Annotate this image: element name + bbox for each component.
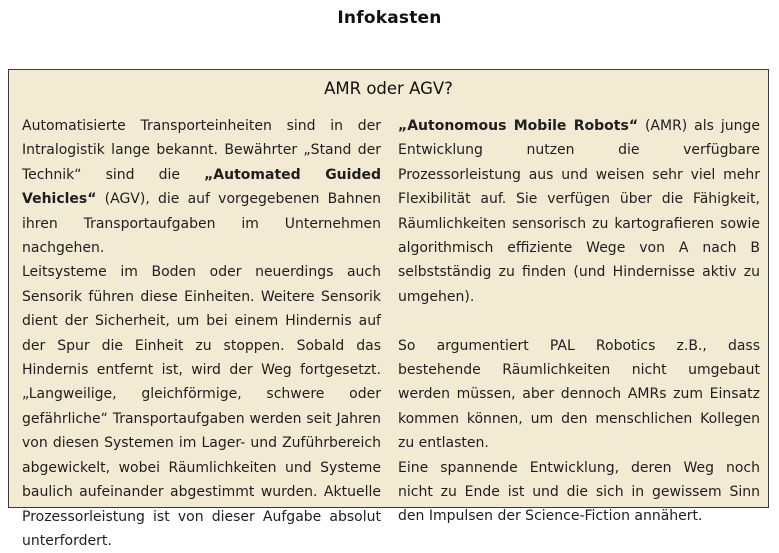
- infobox-right-column: [398, 114, 760, 529]
- left-paragraph-2: Leitsysteme im Boden oder neuerdings auch Sensorik führen diese Einheiten. Weitere Sensorik dient der Sicherheit, um bei einem Hindernis auf der Spur die Einheit zu stoppen. Sobald das Hindernis entfernt ist, wird der Weg fortgesetzt. „Langweilige, gleichförmige, schwere oder gefährliche“ Transportaufgaben werden seit Jahren von diesen Systemen im Lager- und Zuführbereich abgewickelt, wobei Räumlichkeiten und Systeme baulich aufeinander abgestimmt wurden. Aktuelle Prozessorleistung ist von dieser Aufgabe absolut unterfordert.: [22, 264, 381, 549]
- infobox: [8, 69, 769, 549]
- page-heading: Infokasten: [337, 8, 442, 28]
- agv-term: „Automated Guided Vehicles“: [22, 166, 381, 208]
- left-p1-text-end: (AGV), die auf vorgegebenen Bahnen ihren Transportaufgaben im Unternehmen nachgehen.: [22, 191, 381, 257]
- paragraph-spacer: [398, 309, 760, 333]
- right-paragraph-2: So argumentiert PAL Robotics z.B., dass bestehende Räumlichkeiten nicht umgebaut werden müssen, aber dennoch AMRs zum Einsatz kommen können, um den menschlichen Kollegen zu entlasten.: [398, 337, 760, 452]
- right-paragraph-3: Eine spannende Entwicklung, deren Weg noch nicht zu Ende ist und die sich in gewissem Sinn den Impulsen der Science-Fiction annähert.: [398, 459, 760, 525]
- amr-term: „Autonomous Mobile Robots“: [398, 118, 639, 134]
- infobox-title: AMR oder AGV?: [324, 79, 453, 98]
- left-p1-text-start: Automatisierte Transporteinheiten sind in der Intralogistik lange bekannt. Bewährter „Stand der Technik“ sind die: [22, 118, 381, 183]
- right-paragraph-1: [398, 114, 760, 309]
- infobox-left-column: [22, 114, 381, 553]
- left-paragraph-1: [22, 114, 381, 260]
- right-p1-text: (AMR) als junge Entwicklung nutzen die verfügbare Prozessorleistung aus und weisen sehr viel mehr Flexibilität auf. Sie verfügen über die Fähigkeit, Räumlichkeiten sensorisch zu kartografieren sowie algorithmisch effiziente Wege von A nach B selbstständig zu finden (und Hindernisse aktiv zu umgehen).: [398, 118, 760, 305]
